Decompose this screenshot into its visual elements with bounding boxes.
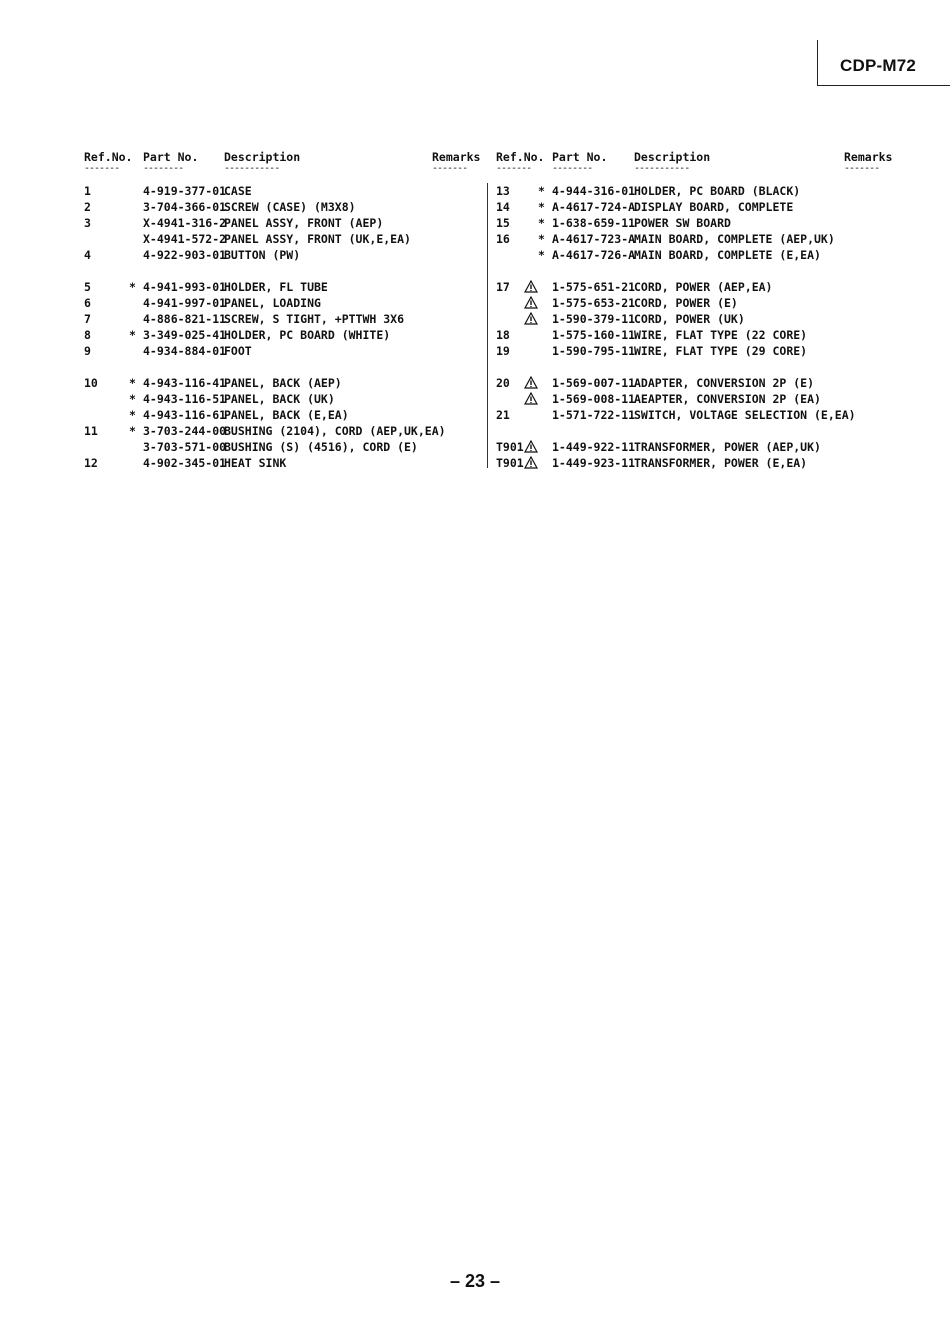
header-ref: Ref.No. ------- xyxy=(496,150,545,174)
part-description: BUSHING (2104), CORD (AEP,UK,EA) xyxy=(224,424,446,438)
part-number: 1-569-008-11 xyxy=(552,392,636,406)
part-row xyxy=(496,391,896,407)
part-number: 1-575-651-21 xyxy=(552,280,636,294)
part-description: PANEL ASSY, FRONT (AEP) xyxy=(224,216,384,230)
ref-number: 10 xyxy=(84,376,98,390)
row-spacer xyxy=(84,359,484,375)
ref-number: 4 xyxy=(84,248,91,262)
ref-number: 2 xyxy=(84,200,91,214)
part-number: A-4617-724-A xyxy=(552,200,636,214)
part-description: CORD, POWER (UK) xyxy=(634,312,745,326)
asterisk-marker: * xyxy=(538,216,545,230)
model-number: CDP-M72 xyxy=(840,56,917,75)
part-description: MAIN BOARD, COMPLETE (E,EA) xyxy=(634,248,821,262)
asterisk-marker: * xyxy=(129,376,136,390)
ref-number: 20 xyxy=(496,376,510,390)
part-number: A-4617-723-A xyxy=(552,232,636,246)
part-number: 4-941-993-01 xyxy=(143,280,227,294)
part-description: BUTTON (PW) xyxy=(224,248,301,262)
part-description: DISPLAY BOARD, COMPLETE xyxy=(634,200,794,214)
ref-number: 5 xyxy=(84,280,91,294)
asterisk-marker: * xyxy=(129,392,136,406)
part-row xyxy=(496,231,896,247)
ref-number: 9 xyxy=(84,344,91,358)
part-number: 1-449-922-11 xyxy=(552,440,636,454)
part-number: 3-349-025-41 xyxy=(143,328,227,342)
part-description: PANEL, BACK (E,EA) xyxy=(224,408,349,422)
part-number: 4-943-116-61 xyxy=(143,408,227,422)
page-number: – 23 – xyxy=(449,1271,501,1291)
part-number: 4-919-377-01 xyxy=(143,184,227,198)
part-description: MAIN BOARD, COMPLETE (AEP,UK) xyxy=(634,232,835,246)
part-number: 1-575-653-21 xyxy=(552,296,636,310)
ref-number: 7 xyxy=(84,312,91,326)
part-description: PANEL ASSY, FRONT (UK,E,EA) xyxy=(224,232,411,246)
ref-number: 3 xyxy=(84,216,91,230)
part-number: 4-922-903-01 xyxy=(143,248,227,262)
part-number: 3-704-366-01 xyxy=(143,200,227,214)
part-description: PANEL, BACK (AEP) xyxy=(224,376,342,390)
part-row xyxy=(84,407,484,423)
part-description: FOOT xyxy=(224,344,252,358)
part-row xyxy=(84,343,484,359)
part-description: WIRE, FLAT TYPE (22 CORE) xyxy=(634,328,808,342)
part-description: HOLDER, FL TUBE xyxy=(224,280,328,294)
header-part: Part No. -------- xyxy=(552,150,608,174)
ref-number: 14 xyxy=(496,200,510,214)
part-description: PANEL, BACK (UK) xyxy=(224,392,335,406)
part-row xyxy=(84,199,484,215)
safety-warning-icon xyxy=(524,280,538,293)
header-description: Description ----------- xyxy=(224,150,301,174)
part-number: 3-703-571-00 xyxy=(143,440,227,454)
ref-number: 13 xyxy=(496,184,510,198)
part-number: X-4941-316-2 xyxy=(143,216,227,230)
part-description: SCREW (CASE) (M3X8) xyxy=(224,200,356,214)
header-remarks: Remarks ------- xyxy=(844,150,893,174)
safety-warning-icon xyxy=(524,312,538,325)
safety-warning-icon xyxy=(524,296,538,309)
part-row xyxy=(84,439,484,455)
part-description: HOLDER, PC BOARD (BLACK) xyxy=(634,184,801,198)
part-row xyxy=(84,375,484,391)
part-row xyxy=(84,311,484,327)
part-row xyxy=(84,231,484,247)
model-box xyxy=(817,40,950,86)
part-description: HOLDER, PC BOARD (WHITE) xyxy=(224,328,391,342)
part-row xyxy=(496,343,896,359)
asterisk-marker: * xyxy=(538,184,545,198)
part-description: CORD, POWER (AEP,EA) xyxy=(634,280,773,294)
asterisk-marker: * xyxy=(129,280,136,294)
safety-warning-icon xyxy=(524,456,538,469)
ref-number: 12 xyxy=(84,456,98,470)
row-spacer xyxy=(496,423,896,439)
part-row xyxy=(496,215,896,231)
part-number: 1-590-795-11 xyxy=(552,344,636,358)
part-number: 3-703-244-00 xyxy=(143,424,227,438)
ref-number: T901 xyxy=(496,456,524,470)
part-row xyxy=(496,407,896,423)
part-row xyxy=(84,391,484,407)
header-remarks: Remarks ------- xyxy=(432,150,481,174)
safety-warning-icon xyxy=(524,440,538,453)
part-description: SCREW, S TIGHT, +PTTWH 3X6 xyxy=(224,312,405,326)
part-row xyxy=(84,279,484,295)
header-part: Part No. -------- xyxy=(143,150,199,174)
ref-number: 1 xyxy=(84,184,91,198)
part-row xyxy=(496,327,896,343)
part-row xyxy=(84,183,484,199)
asterisk-marker: * xyxy=(538,200,545,214)
ref-number: 11 xyxy=(84,424,98,438)
ref-number: 6 xyxy=(84,296,91,310)
ref-number: 21 xyxy=(496,408,510,422)
part-number: 1-575-160-11 xyxy=(552,328,636,342)
part-number: 4-941-997-01 xyxy=(143,296,227,310)
part-row xyxy=(496,311,896,327)
part-row xyxy=(496,439,896,455)
part-row xyxy=(84,295,484,311)
part-row xyxy=(496,455,896,471)
part-number: 1-590-379-11 xyxy=(552,312,636,326)
part-description: WIRE, FLAT TYPE (29 CORE) xyxy=(634,344,808,358)
part-description: CASE xyxy=(224,184,252,198)
part-description: BUSHING (S) (4516), CORD (E) xyxy=(224,440,418,454)
part-row xyxy=(84,423,484,439)
safety-warning-icon xyxy=(524,376,538,389)
part-number: 4-944-316-01 xyxy=(552,184,636,198)
part-description: CORD, POWER (E) xyxy=(634,296,738,310)
part-number: 4-934-884-01 xyxy=(143,344,227,358)
asterisk-marker: * xyxy=(538,232,545,246)
part-number: 4-902-345-01 xyxy=(143,456,227,470)
part-row xyxy=(496,375,896,391)
part-number: 1-638-659-11 xyxy=(552,216,636,230)
part-description: POWER SW BOARD xyxy=(634,216,731,230)
ref-number: 16 xyxy=(496,232,510,246)
ref-number: 19 xyxy=(496,344,510,358)
part-number: 4-943-116-41 xyxy=(143,376,227,390)
part-row xyxy=(496,199,896,215)
part-description: TRANSFORMER, POWER (AEP,UK) xyxy=(634,440,821,454)
asterisk-marker: * xyxy=(129,328,136,342)
ref-number: 18 xyxy=(496,328,510,342)
part-row xyxy=(496,295,896,311)
part-description: SWITCH, VOLTAGE SELECTION (E,EA) xyxy=(634,408,856,422)
part-description: PANEL, LOADING xyxy=(224,296,321,310)
part-description: HEAT SINK xyxy=(224,456,287,470)
part-row xyxy=(84,215,484,231)
safety-warning-icon xyxy=(524,392,538,405)
part-row xyxy=(84,247,484,263)
part-number: A-4617-726-A xyxy=(552,248,636,262)
ref-number: 8 xyxy=(84,328,91,342)
part-number: 4-943-116-51 xyxy=(143,392,227,406)
part-number: 1-569-007-11 xyxy=(552,376,636,390)
part-row xyxy=(84,455,484,471)
part-number: X-4941-572-2 xyxy=(143,232,227,246)
part-number: 1-449-923-11 xyxy=(552,456,636,470)
part-number: 4-886-821-11 xyxy=(143,312,227,326)
part-description: AEAPTER, CONVERSION 2P (EA) xyxy=(634,392,821,406)
row-spacer xyxy=(496,263,896,279)
part-number: 1-571-722-11 xyxy=(552,408,636,422)
row-spacer xyxy=(84,263,484,279)
ref-number: 15 xyxy=(496,216,510,230)
part-row xyxy=(496,279,896,295)
ref-number: 17 xyxy=(496,280,510,294)
parts-list-right xyxy=(496,183,896,471)
part-description: ADAPTER, CONVERSION 2P (E) xyxy=(634,376,815,390)
header-description: Description ----------- xyxy=(634,150,711,174)
column-divider xyxy=(487,183,488,468)
part-row xyxy=(496,247,896,263)
part-row xyxy=(496,183,896,199)
part-description: TRANSFORMER, POWER (E,EA) xyxy=(634,456,808,470)
asterisk-marker: * xyxy=(129,408,136,422)
part-row xyxy=(84,327,484,343)
parts-list-left xyxy=(84,183,484,471)
ref-number: T901 xyxy=(496,440,524,454)
asterisk-marker: * xyxy=(538,248,545,262)
row-spacer xyxy=(496,359,896,375)
asterisk-marker: * xyxy=(129,424,136,438)
header-ref: Ref.No. ------- xyxy=(84,150,133,174)
